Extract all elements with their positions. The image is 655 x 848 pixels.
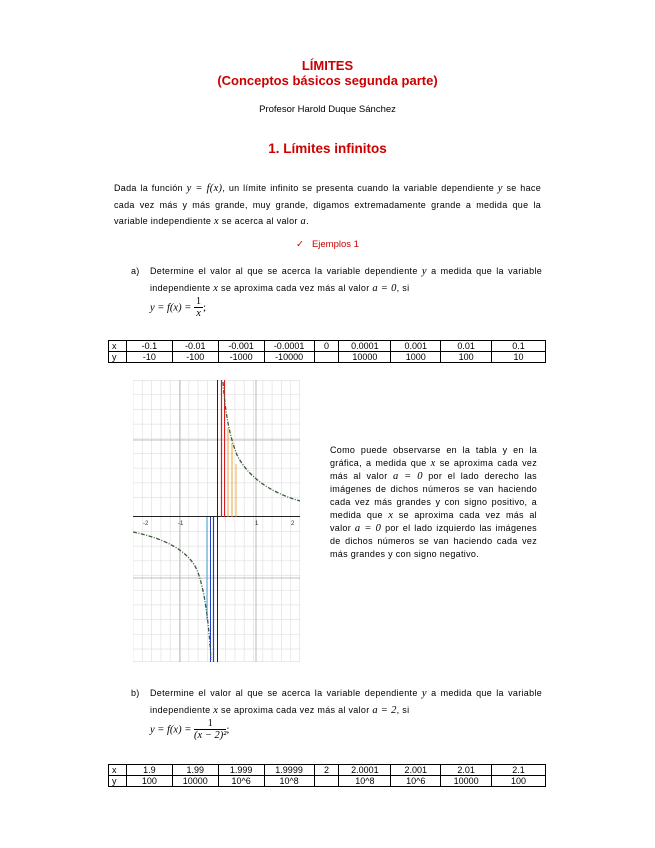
table-row: [109, 341, 546, 352]
item-a-formula: y = f(x) = $\frac{1}{x}$ ;: [150, 296, 207, 319]
table-cell: 1000: [391, 352, 441, 363]
tick-label: 2: [291, 521, 295, 527]
table-cell: 100: [441, 352, 492, 363]
table-cell: 1.99: [172, 765, 218, 776]
item-b-marker: b): [131, 688, 140, 698]
table-cell: 10000: [441, 776, 492, 787]
table-cell: 10: [492, 352, 546, 363]
table-cell: 2.01: [441, 765, 492, 776]
item-b-text: Determine el valor al que se acerca la variable dependiente y a medida que la variable independiente x se aproxima cada vez más al valor a = 2, si: [150, 688, 543, 716]
table-cell: y: [109, 352, 127, 363]
table-cell: 2.0001: [339, 765, 391, 776]
table-cell: 1.9999: [264, 765, 314, 776]
table-cell: 100: [126, 776, 172, 787]
table-cell: x: [109, 341, 127, 352]
table-cell: 0.0001: [339, 341, 391, 352]
table-cell: 0.1: [492, 341, 546, 352]
table-cell: 2.001: [391, 765, 441, 776]
table-cell: [314, 352, 339, 363]
item-a-marker: a): [131, 266, 140, 276]
graph-explanation: Como puede observarse en la tabla y en la gráfica, a medida que x se aproxima cada vez más al valor a = 0 por el lado derecho las imágenes de dichos números se van haciendo cada vez más grandes y con signo positivo, a medida que x se aproxima cada vez más al valor a = 0 por el lado izquierdo las imágenes de dichos números se van haciendo cada vez más grandes y con signo negativo.: [330, 445, 537, 559]
table-cell: 0.001: [391, 341, 441, 352]
table-cell: 10000: [172, 776, 218, 787]
table-cell: -10000: [264, 352, 314, 363]
values-table-a: [108, 340, 546, 363]
graph-reciprocal: [133, 380, 300, 662]
check-icon: ✓: [296, 239, 305, 250]
table-cell: 0.01: [441, 341, 492, 352]
table-cell: 2.1: [492, 765, 546, 776]
table-cell: 10^6: [391, 776, 441, 787]
item-b-formula: y = f(x) = $\frac{1}{\text{(x − 2)²}}$ ;: [150, 718, 230, 741]
document-title: LÍMITES: [301, 58, 354, 73]
document-subtitle: (Conceptos básicos segunda parte): [217, 73, 438, 88]
table-cell: 0: [314, 341, 339, 352]
tick-label: -2: [143, 521, 149, 527]
table-cell: 100: [492, 776, 546, 787]
table-cell: 1.9: [126, 765, 172, 776]
table-cell: -10: [126, 352, 172, 363]
table-cell: [314, 776, 339, 787]
table-row: [109, 352, 546, 363]
table-cell: -1000: [218, 352, 264, 363]
table-cell: -0.0001: [264, 341, 314, 352]
table-cell: -0.01: [172, 341, 218, 352]
table-row: [109, 776, 546, 787]
table-cell: 10000: [339, 352, 391, 363]
examples-heading: ✓ Ejemplos 1: [296, 239, 359, 250]
values-table-b: [108, 764, 546, 787]
table-cell: -100: [172, 352, 218, 363]
table-cell: -0.001: [218, 341, 264, 352]
section-title: 1. Límites infinitos: [268, 141, 387, 156]
tick-label: -1: [178, 521, 184, 527]
grid: [133, 380, 300, 662]
table-cell: 1.999: [218, 765, 264, 776]
table-cell: 2: [314, 765, 339, 776]
table-cell: 10^6: [218, 776, 264, 787]
table-row: [109, 765, 546, 776]
table-cell: 10^8: [339, 776, 391, 787]
table-cell: x: [109, 765, 127, 776]
table-cell: -0.1: [126, 341, 172, 352]
intro-paragraph: Dada la función y = f(x), un límite infinito se presenta cuando la variable dependiente y se hace cada vez más y más grande, muy grande, digamos extremadamente grande a medida que la variable independiente x se acerca al valor a.: [114, 183, 542, 227]
curve-negative-branch: [133, 532, 211, 660]
tick-label: 1: [255, 521, 259, 527]
table-cell: 10^8: [264, 776, 314, 787]
table-cell: y: [109, 776, 127, 787]
item-a-text: Determine el valor al que se acerca la variable dependiente y a medida que la variable independiente x se aproxima cada vez más al valor a = 0, si: [150, 266, 543, 294]
author-line: Profesor Harold Duque Sánchez: [259, 104, 396, 115]
